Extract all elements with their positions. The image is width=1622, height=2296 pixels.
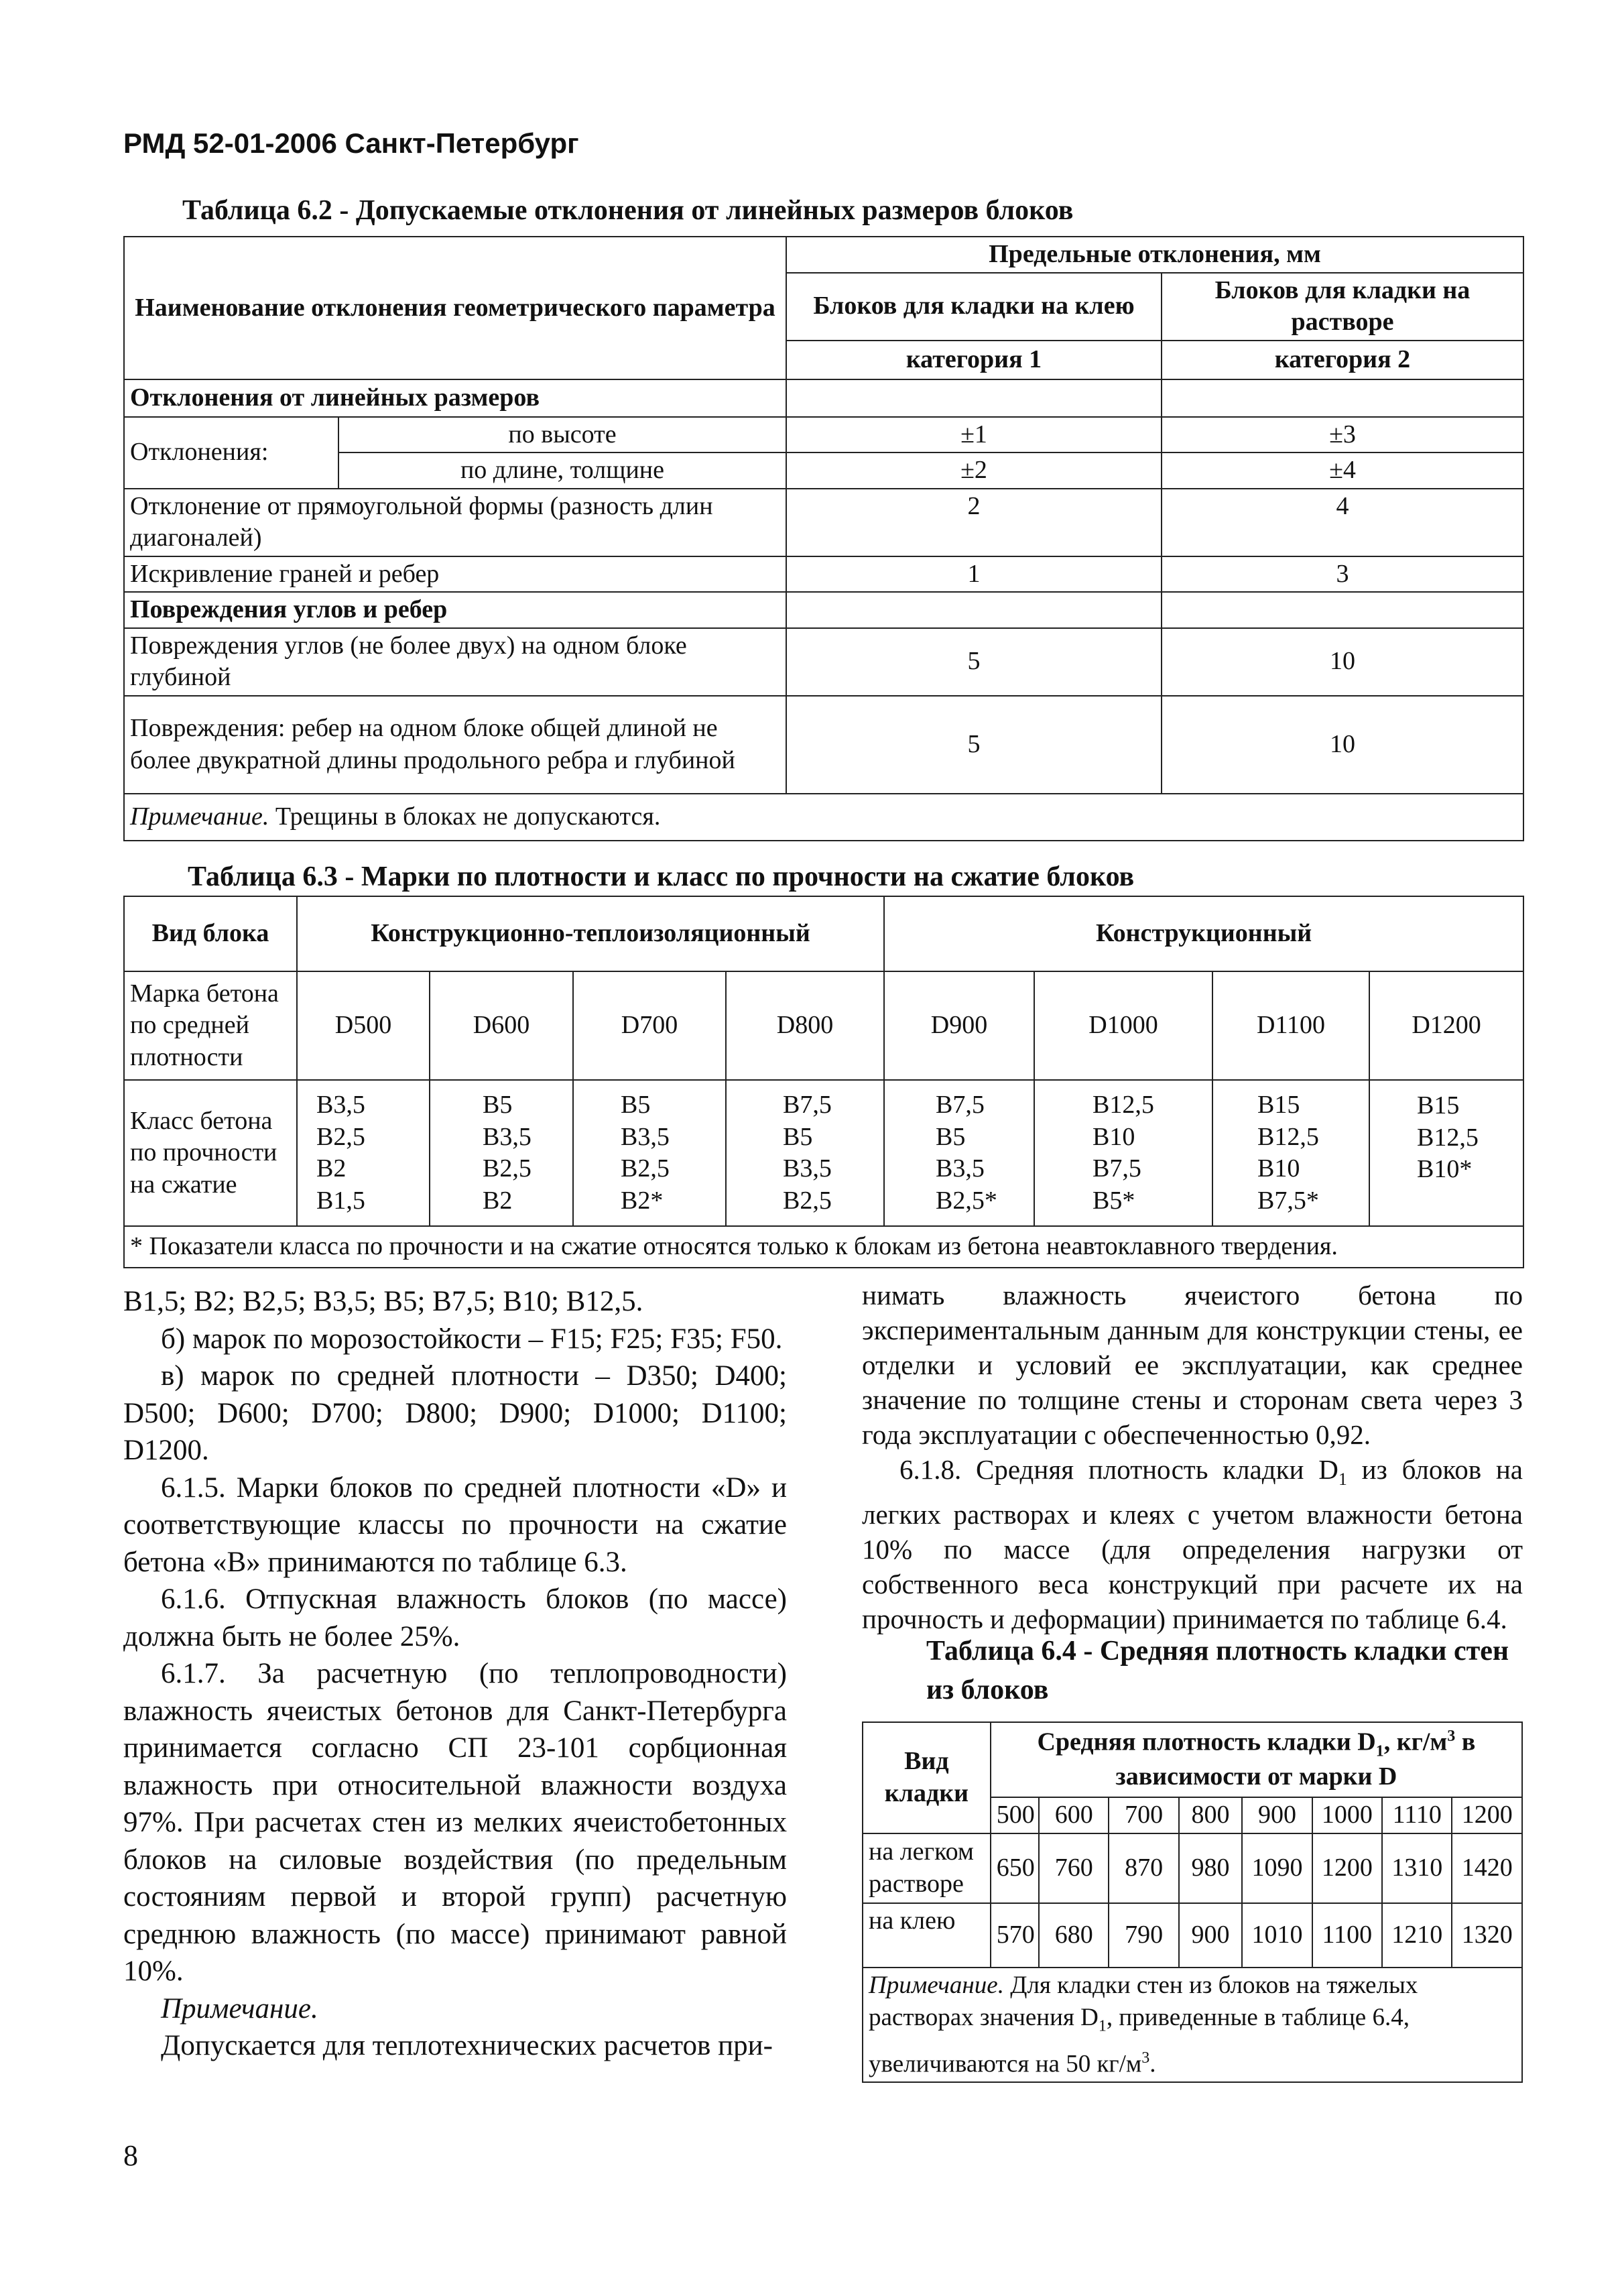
t62-height-v1: ±1 [786,417,1162,453]
t62-curve: Искривление граней и ребер [124,556,786,593]
t62-header-name: Наименование отклонения геометрического параметра [124,237,786,379]
t64-value: 870 [1109,1833,1178,1903]
t64-value: 900 [1179,1903,1242,1968]
t64-grade: 600 [1039,1797,1109,1833]
t64-value: 1310 [1382,1833,1452,1903]
t62-section-damage: Повреждения углов и ребер [124,592,786,628]
t63-class-cell: B5 B3,5 B2,5 B2 [430,1080,573,1226]
t62-cell [786,592,1162,628]
t63-class-cell: B3,5 B2,5 B2 B1,5 [297,1080,430,1226]
t63-class-cell: B15 B12,5 B10 B7,5* [1212,1080,1369,1226]
t64-value: 790 [1109,1903,1178,1968]
t63-grade: D500 [297,971,430,1080]
t64-value: 1420 [1452,1833,1522,1903]
table-6-3 [123,896,1524,1268]
table-6-4 [862,1721,1523,2083]
t64-value: 980 [1179,1833,1242,1903]
t64-value: 680 [1039,1903,1109,1968]
table-6-4-caption: Таблица 6.4 - Средняя плотность кладки стен из блоков [926,1636,1509,1705]
t62-edge-v2: 10 [1162,696,1523,794]
t63-class-cell: B15 B12,5 B10* [1369,1080,1523,1226]
t63-header-group1: Конструкционно-теплоизоляционный [297,896,884,971]
t62-note-text: Трещины в блоках не допускаются. [269,802,661,831]
t62-rect-v1: 2 [786,489,1162,556]
t64-grade: 900 [1242,1797,1312,1833]
t62-section-linear: Отклонения от линейных размеров [124,379,786,417]
t64-grade: 1000 [1312,1797,1382,1833]
t62-rect: Отклонение от прямоугольной формы (разность длин диагоналей) [124,489,786,556]
t62-header-cat1: категория 1 [786,341,1162,379]
paragraph: нимать влажность ячеистого бетона по экспериментальным данным для конструкции стены, ее отделки и условий ее эксплуатации, как среднее значение по толщине стены и сторонам света через 3 года эксплуатации с обеспеченностью 0,92. [862,1280,1523,1450]
t63-class-cell: B7,5 B5 B3,5 B2,5* [884,1080,1034,1226]
t63-row-grade-label: Марка бетона по средней плотности [124,971,297,1080]
t62-header-limits: Предельные отклонения, мм [786,237,1523,273]
page-header: РМД 52-01-2006 Санкт-Петербург [123,127,579,159]
t62-curve-v2: 3 [1162,556,1523,593]
t62-rect-v2: 4 [1162,489,1523,556]
t63-grade: D1000 [1034,971,1212,1080]
t64-value: 1090 [1242,1833,1312,1903]
t64-grade: 1110 [1382,1797,1452,1833]
t62-edge-v1: 5 [786,696,1162,794]
t62-length-v2: ±4 [1162,452,1523,489]
t62-edge: Повреждения: ребер на одном блоке общей длиной не более двукратной длины продольного ребра и глубиной [124,696,786,794]
t63-grade: D600 [430,971,573,1080]
t64-header-type: Вид кладки [863,1722,991,1833]
t62-cell [1162,379,1523,417]
t63-grade: D900 [884,971,1034,1080]
t64-grade: 500 [991,1797,1039,1833]
paragraph: в) марок по средней плотности – D350; D400; D500; D600; D700; D800; D900; D1000; D1100; D1200. [123,1360,787,1466]
t63-grade: D1100 [1212,971,1369,1080]
t62-corner: Повреждения углов (не более двух) на одном блоке глубиной [124,628,786,696]
page-number: 8 [123,2139,138,2172]
t63-grade: D1200 [1369,971,1523,1080]
t62-header-cat2: категория 2 [1162,341,1523,379]
left-column [123,1283,787,2065]
paragraph: 6.1.5. Марки блоков по средней плотности «D» и соответствующие классы по прочности на сжатие бетона «B» принимаются по таблице 6.3. [123,1471,787,1578]
paragraph: Допускается для теплотехнических расчетов при- [161,2030,773,2061]
t63-grade: D700 [573,971,726,1080]
t64-value: 760 [1039,1833,1109,1903]
paragraph: 6.1.8. Средняя плотность кладки $D_1$ из блоков на легких растворах и клеях с учетом влажности бетона 10% по массе (для определения нагрузки от собственного веса конструкций при расчете их на прочность и деформации) принимается по таблице 6.4. [862,1454,1523,1635]
t62-corner-v2: 10 [1162,628,1523,696]
t64-header-main: Средняя плотность кладки $D_1$, $кг/м^3$ в зависимости от марки D [991,1722,1522,1797]
t64-value: 650 [991,1833,1039,1903]
paragraph: B1,5; B2; B2,5; B3,5; B5; B7,5; B10; B12,5. [123,1286,643,1317]
t63-row-class-label: Класс бетона по прочности на сжатие [124,1080,297,1226]
t63-grade: D800 [726,971,884,1080]
t63-footnote: * Показатели класса по прочности и на сжатие относятся только к блокам из бетона неавтоклавного твердения. [124,1226,1523,1268]
t63-class-cell: B7,5 B5 B3,5 B2,5 [726,1080,884,1226]
t62-length-v1: ±2 [786,452,1162,489]
t63-header-type: Вид блока [124,896,297,971]
right-column [862,1278,1523,1636]
paragraph: 6.1.6. Отпускная влажность блоков (по массе) должна быть не более 25%. [123,1583,787,1652]
t64-value: 1320 [1452,1903,1522,1968]
table-6-2-caption: Таблица 6.2 - Допускаемые отклонения от линейных размеров блоков [182,195,1074,226]
t64-note: Примечание. Для кладки стен из блоков на тяжелых растворах значения $D_1$, приведенные в таблице 6.4, увеличиваются на 50 $кг/м^3$. [863,1968,1522,2083]
t62-corner-v1: 5 [786,628,1162,696]
t64-value: 570 [991,1903,1039,1968]
t64-row2-label: на клею [863,1903,991,1968]
t62-deviations-label: Отклонения: [124,417,338,489]
t62-curve-v1: 1 [786,556,1162,593]
t64-value: 1200 [1312,1833,1382,1903]
table-6-3-caption: Таблица 6.3 - Марки по плотности и класс по прочности на сжатие блоков [188,861,1135,892]
t64-grade: 700 [1109,1797,1178,1833]
table-6-2 [123,236,1524,841]
t62-cell [786,379,1162,417]
t64-value: 1010 [1242,1903,1312,1968]
t63-header-group2: Конструкционный [884,896,1523,971]
t64-value: 1100 [1312,1903,1382,1968]
paragraph: 6.1.7. За расчетную (по теплопроводности) влажность ячеистых бетонов для Санкт-Петербурга принимается согласно СП 23-101 сорбционная влажность при относительной влажности воздуха 97%. При расчетах стен из мелких ячеистобетонных блоков на силовые воздействия (по предельным состояниям первой и второй групп) расчетную среднюю влажность (по массе) принимают равной 10%. [123,1658,787,1987]
t64-value: 1210 [1382,1903,1452,1968]
t62-cell [1162,592,1523,628]
t62-note [124,794,1523,841]
t63-class-cell: B12,5 B10 B7,5 B5* [1034,1080,1212,1226]
t62-height-v2: ±3 [1162,417,1523,453]
t62-header-glue: Блоков для кладки на клею [786,273,1162,341]
t64-grade: 800 [1179,1797,1242,1833]
t64-grade: 1200 [1452,1797,1522,1833]
t62-header-mortar: Блоков для кладки на растворе [1162,273,1523,341]
note-label: Примечание. [161,1992,318,2025]
t62-note-label: Примечание. [130,802,269,831]
paragraph: б) марок по морозостойкости – F15; F25; F35; F50. [161,1323,783,1355]
t62-height: по высоте [338,417,786,453]
t62-length: по длине, толщине [338,452,786,489]
t64-row1-label: на легком растворе [863,1833,991,1903]
t63-class-cell: B5 B3,5 B2,5 B2* [573,1080,726,1226]
